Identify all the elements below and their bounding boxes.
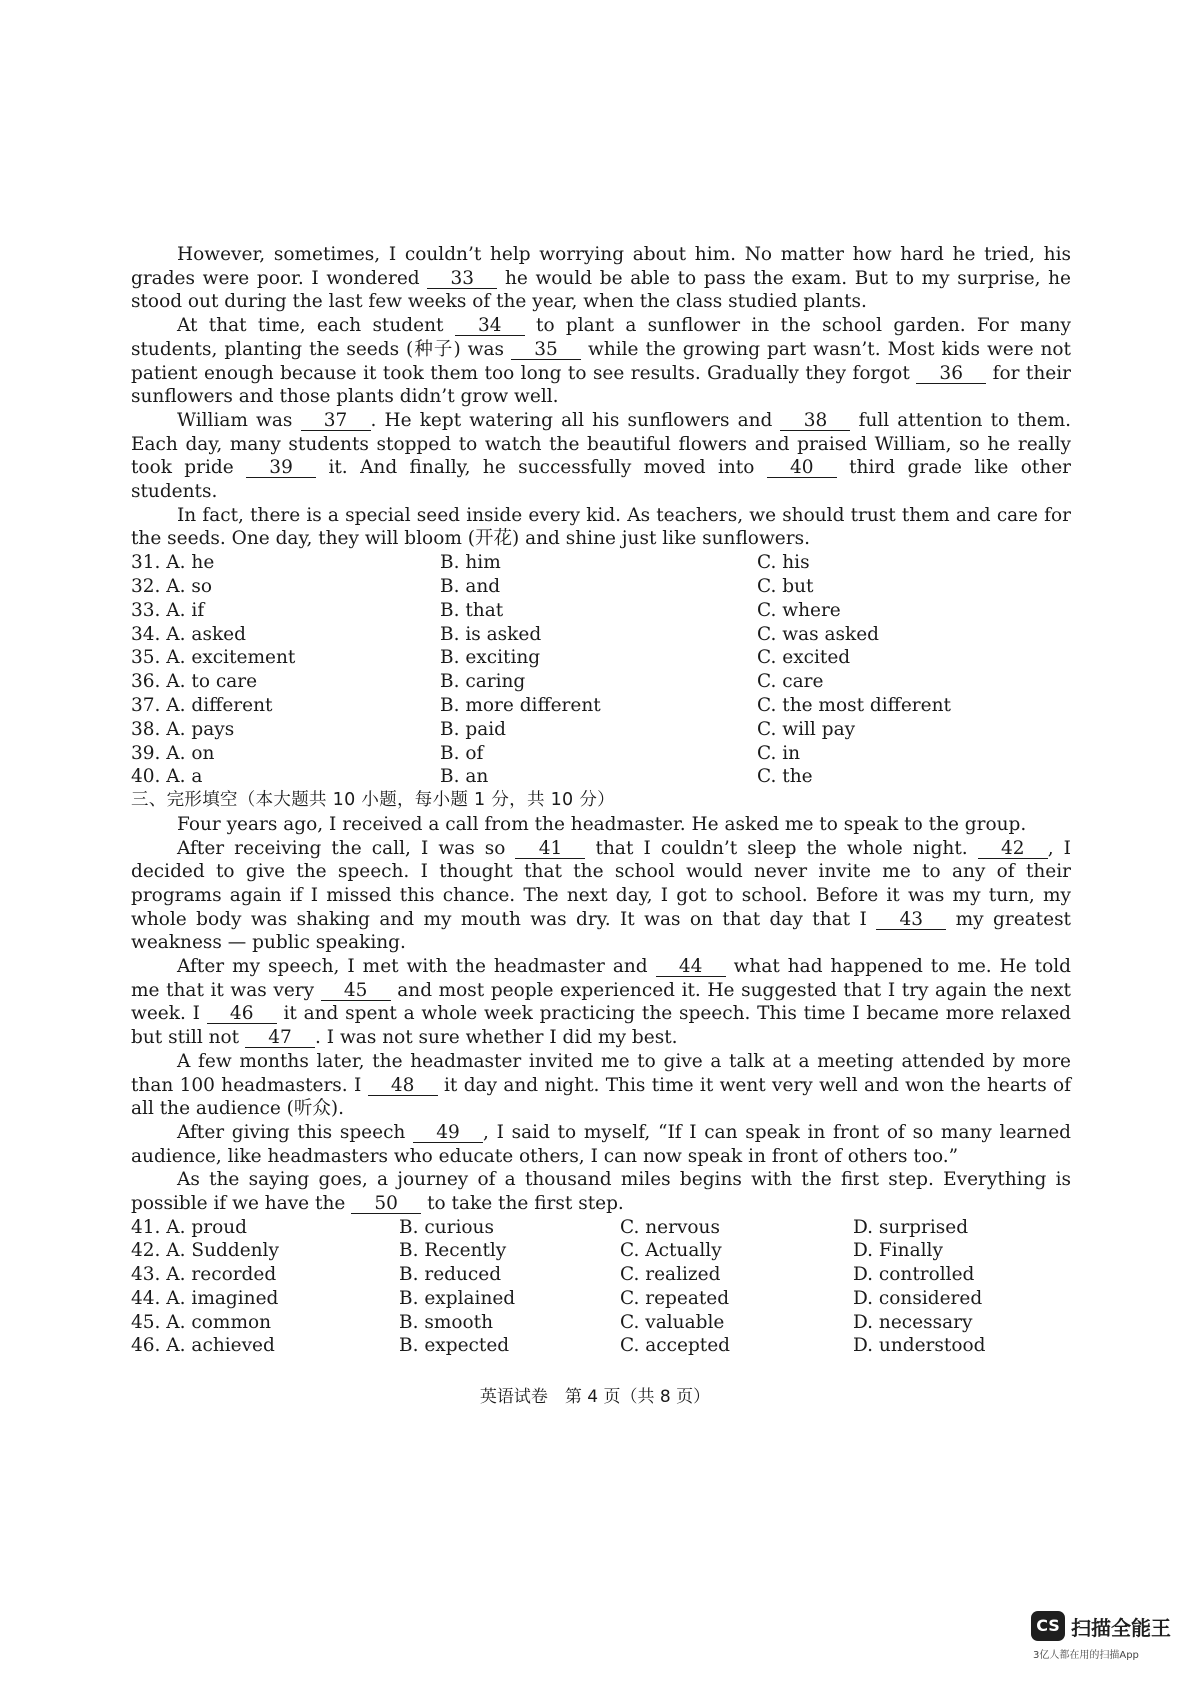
passage-text: it day and night. This time it went very well and won the hearts of all the audience (听众). [131,1074,1072,1120]
section-heading: 三、完形填空（本大题共 10 小题，每小题 1 分，共 10 分） [131,790,615,811]
option-c: C. will pay [757,718,856,740]
option-a: 31. A. he [131,552,215,574]
option-row-46 [131,1334,1071,1358]
option-b: B. is asked [440,623,542,645]
passage-text: , I said to myself, “If I can speak in front of so many learned audience, like headmasters who educate others, I can now speak in front of others too.” [131,1121,1071,1167]
option-c: C. in [757,742,801,764]
passage2-paragraph-1 [131,813,1071,837]
option-row-35 [131,646,1071,670]
option-a: 32. A. so [131,575,213,597]
option-a: 37. A. different [131,694,273,716]
passage-text: full attention to them. Each day, many students stopped to watch the beautiful flowers and praised William, so he really took pride [131,409,1071,479]
option-d: D. controlled [853,1264,975,1286]
option-d: D. necessary [853,1311,973,1333]
passage-text: that I couldn’t sleep the whole night. [585,837,978,859]
watermark-app-name: 扫描全能王 [1071,1616,1171,1640]
option-c: C. care [757,671,824,693]
passage2-paragraph-3 [131,955,1071,1050]
option-b: B. expected [399,1335,510,1357]
blank-45: 45 [321,982,391,1001]
page-footer: 英语试卷 第 4 页（共 8 页） [479,1387,711,1407]
option-row-41 [131,1216,1071,1240]
option-c: C. excited [757,647,851,669]
options-31-40 [131,551,1071,789]
option-c: C. accepted [620,1335,731,1357]
option-row-36 [131,670,1071,694]
option-b: B. and [440,575,501,597]
passage-text: . He kept watering all his sunflowers and [370,409,781,431]
option-a: 46. A. achieved [131,1335,275,1357]
option-row-34 [131,623,1071,647]
passage-text: As the saying goes, a journey of a thousand miles begins with the first step. Everything is possible if we have the [131,1169,1071,1215]
passage1-paragraph-4 [131,504,1071,551]
option-a: 42. A. Suddenly [131,1240,279,1262]
option-b: B. exciting [440,647,541,669]
option-d: D. surprised [853,1216,969,1238]
passage-text: At that time, each student [177,315,455,337]
blank-48: 48 [368,1077,438,1096]
option-c: C. valuable [620,1311,725,1333]
option-b: B. reduced [399,1264,502,1286]
passage-text: However, sometimes, I couldn’t help worrying about him. No matter how hard he tried, his grades were poor. I wondered [131,244,1071,289]
passage1-paragraph-1 [131,243,1071,314]
option-row-43 [131,1263,1071,1287]
passage2-paragraph-4 [131,1050,1071,1121]
option-c: C. repeated [620,1287,730,1309]
blank-50: 50 [351,1195,421,1214]
scanner-watermark [1031,1609,1171,1661]
passage-text: it and spent a whole week practicing the speech. This time I became more relaxed but still not [131,1003,1071,1049]
blank-38: 38 [780,412,850,431]
option-row-39 [131,742,1071,766]
passage-text: Four years ago, I received a call from the headmaster. He asked me to speak to the group. [177,813,1027,835]
option-a: 35. A. excitement [131,647,296,669]
blank-47: 47 [245,1029,315,1048]
option-d: D. understood [853,1335,986,1357]
option-c: C. the [757,766,813,788]
blank-36: 36 [916,365,986,384]
passage-text: my greatest weakness — public speaking. [131,908,1071,954]
option-row-40 [131,765,1071,789]
option-row-44 [131,1287,1071,1311]
option-b: B. Recently [399,1240,507,1262]
option-a: 33. A. if [131,599,205,621]
option-d: D. considered [853,1287,983,1309]
option-b: B. an [440,766,489,788]
option-a: 34. A. asked [131,623,246,645]
blank-43: 43 [876,911,946,930]
option-b: B. that [440,599,504,621]
camscanner-logo-icon: CS [1031,1611,1065,1641]
option-a: 36. A. to care [131,671,258,693]
passage1-paragraph-3 [131,409,1071,504]
passage-text: , I decided to give the speech. I thought that the school would never invite me to any of their programs again if I missed this chance. The next day, I got to school. Before it was my turn, my whole body was shaking and my mouth was dry. It was on that day that I [131,837,1071,930]
option-c: C. realized [620,1264,721,1286]
passage-text: After receiving the call, I was so [177,837,516,859]
blank-35: 35 [511,341,581,360]
option-b: B. caring [440,671,526,693]
option-row-32 [131,575,1071,599]
passage-text: what had happened to me. He told me that it was very [131,956,1071,1001]
passage-text: William was [177,409,301,431]
passage-text: A few months later, the headmaster invited me to give a talk at a meeting attended by more than 100 headmasters. I [131,1050,1071,1096]
blank-49: 49 [413,1124,483,1143]
passage-text: for their sunflowers and those plants didn’t grow well. [131,362,1071,408]
passage2-paragraph-5 [131,1121,1071,1168]
option-c: C. the most different [757,694,951,716]
option-row-38 [131,718,1071,742]
option-c: C. Actually [620,1240,722,1262]
option-row-33 [131,599,1071,623]
option-b: B. more different [440,694,601,716]
passage-text: third grade like other students. [131,457,1071,503]
option-c: C. was asked [757,623,880,645]
passage-text: and most people experienced it. He suggested that I try again the next week. I [131,979,1071,1025]
blank-42: 42 [978,840,1048,859]
passage-text: to take the first step. [421,1193,624,1215]
option-a: 39. A. on [131,742,215,764]
passage-text: . I was not sure whether I did my best. [315,1027,678,1049]
blank-44: 44 [656,958,726,977]
option-a: 43. A. recorded [131,1264,277,1286]
blank-34: 34 [455,317,525,336]
option-b: B. smooth [399,1311,494,1333]
option-a: 38. A. pays [131,718,235,740]
passage-text: it. And finally, he successfully moved into [316,457,767,479]
option-c: C. nervous [620,1216,720,1238]
option-a: 45. A. common [131,1311,272,1333]
blank-33: 33 [427,270,497,289]
option-b: B. curious [399,1216,494,1238]
passage-text: he would be able to pass the exam. But to my surprise, he stood out during the last few weeks of the year, when the class studied plants. [131,267,1071,313]
option-c: C. but [757,575,814,597]
blank-37: 37 [301,412,371,431]
passage2-paragraph-6 [131,1168,1071,1215]
option-row-37 [131,694,1071,718]
option-row-45 [131,1311,1071,1335]
blank-41: 41 [515,840,585,859]
option-d: D. Finally [853,1240,943,1262]
option-row-31 [131,551,1071,575]
option-c: C. his [757,552,810,574]
passage-text: After giving this speech [177,1121,414,1143]
page-content [131,243,1071,1358]
option-b: B. of [440,742,484,764]
blank-39: 39 [246,459,316,478]
option-b: B. him [440,552,501,574]
passage1-paragraph-2 [131,314,1071,409]
option-a: 41. A. proud [131,1216,248,1238]
watermark-tagline: 3亿人都在用的扫描App [1033,1650,1139,1661]
blank-46: 46 [207,1005,277,1024]
passage-text: After my speech, I met with the headmaster and [177,956,656,978]
option-b: B. paid [440,718,506,740]
blank-40: 40 [767,459,837,478]
passage-text: while the growing part wasn’t. Most kids were not patient enough because it took them too long to see results. Gradually they forgot [131,338,1071,384]
option-row-42 [131,1239,1071,1263]
option-a: 40. A. a [131,766,203,788]
option-a: 44. A. imagined [131,1287,279,1309]
options-41-46 [131,1216,1071,1358]
option-c: C. where [757,599,841,621]
passage2-paragraph-2 [131,837,1071,956]
passage-text: to plant a sunflower in the school garden. For many students, planting the seeds (种子) was [131,315,1071,360]
option-b: B. explained [399,1287,516,1309]
passage-text: In fact, there is a special seed inside every kid. As teachers, we should trust them and care for the seeds. One day, they will bloom (开花) and shine just like sunflowers. [131,504,1071,550]
